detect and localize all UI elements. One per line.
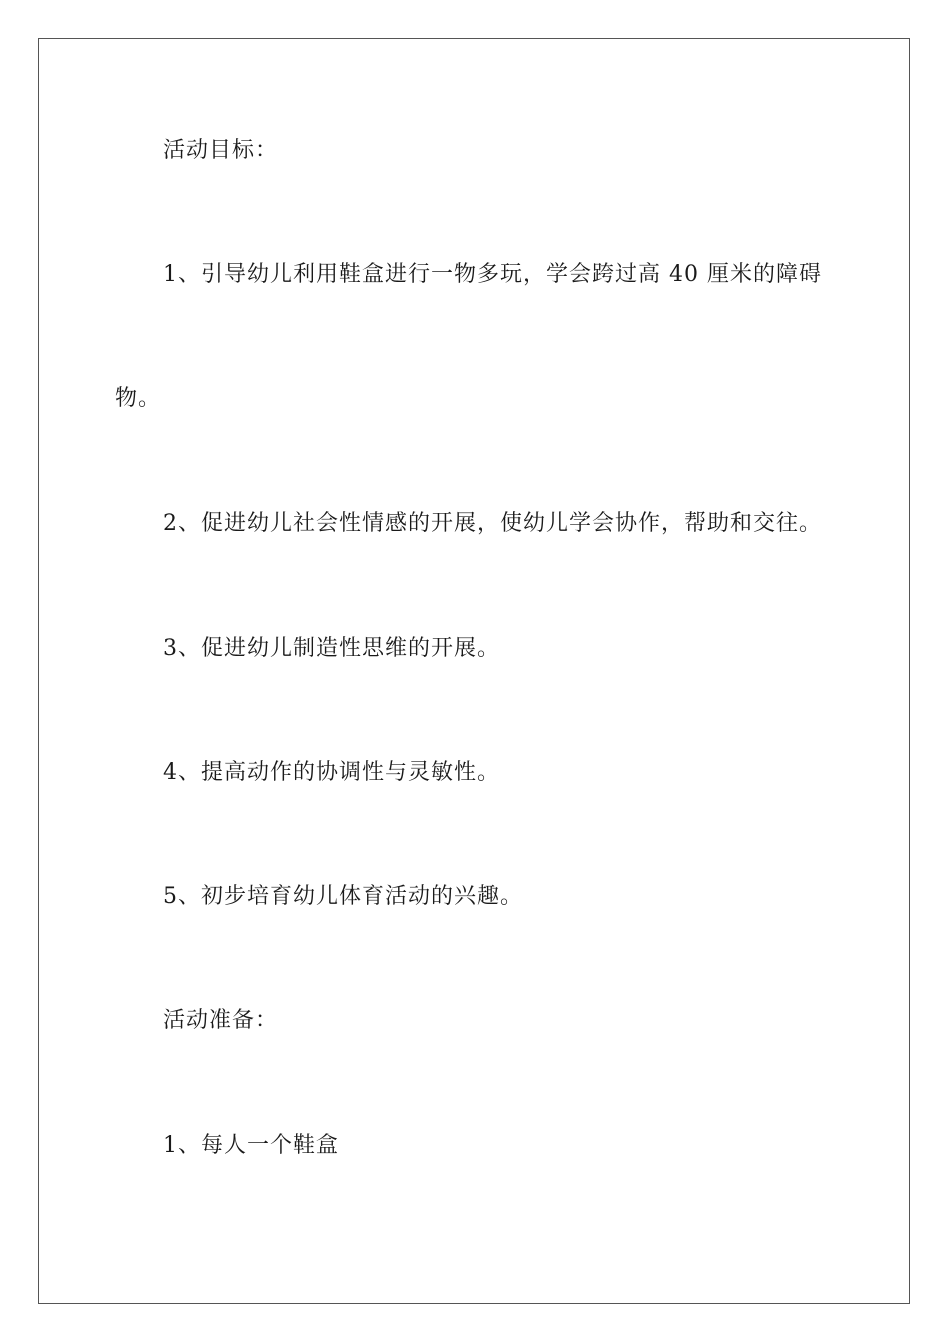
heading-activity-preparation: 活动准备： bbox=[163, 1008, 279, 1033]
prep-item-1: 1、每人一个鞋盒 bbox=[163, 1133, 339, 1158]
goal-item-1: 1、引导幼儿利用鞋盒进行一物多玩，学会跨过高 40 厘米的障碍 bbox=[163, 262, 822, 287]
goal-item-5: 5、初步培育幼儿体育活动的兴趣。 bbox=[163, 884, 523, 909]
heading-activity-goals: 活动目标： bbox=[163, 138, 279, 163]
goal-item-1-continuation: 物。 bbox=[115, 386, 162, 411]
page-frame bbox=[38, 38, 910, 1304]
goal-item-2: 2、促进幼儿社会性情感的开展，使幼儿学会协作，帮助和交往。 bbox=[163, 511, 822, 536]
goal-item-3: 3、促进幼儿制造性思维的开展。 bbox=[163, 636, 500, 661]
goal-item-4: 4、提高动作的协调性与灵敏性。 bbox=[163, 760, 500, 785]
